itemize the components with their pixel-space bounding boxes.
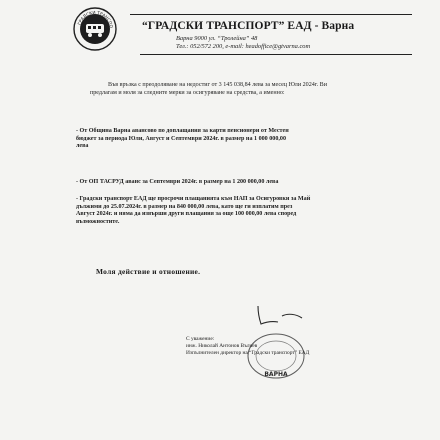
closing-line: Моля действие и отношение. [96,267,201,276]
intro-line-1: Във връзка с преодоляване на недостиг от 3 145 038,84 лева за месец Юли 2024г. Ви [108,82,327,88]
header-rule-top [130,14,412,15]
measure-3-line-2: дължими до 25.07.2024г. в размер на 840 000,00 лева, като ще ги изплатим през [76,203,293,210]
measure-1 [76,128,416,151]
intro-paragraph [90,82,416,97]
intro-line-2: предлагам и моля за следните мерки за осигуряване на средства, а именно: [90,89,285,96]
company-stamp [244,332,308,388]
signatory-name: инж. Николай Антонов Вълчев [186,343,258,349]
measure-3 [76,196,416,226]
measure-1-line-1: - От Община Варна авансово по доплащания за карти пенсионери от Местен [76,128,289,134]
header-rule-bottom [140,54,412,55]
company-contacts: Тел.: 052/572 200, e-mail: headoffice@gtvarna.com [176,43,311,50]
signature-label: С уважение: [186,336,215,342]
logo-text: ГРАДСКИ ТРАНСПО [76,9,115,29]
signature-scribble [252,300,312,330]
stamp-text: ВАРНА [264,371,288,378]
signatory-position: Изпълнителен директор на “Градски транспорт” ЕАД [186,350,310,356]
measure-1-line-3: лева [76,143,89,150]
company-address: Варна 9000 ул. “Тролейна” 48 [176,35,258,42]
measure-3-line-4: възможностите. [76,218,120,225]
measure-1-line-2: бюджет за периода Юли, Август и Септември 2024г. в размер на 1 000 000,00 [76,135,287,142]
measure-3-line-1: - Градски транспорт ЕАД ще просрочи плащанията към НАП за Осигуровки за Май [76,196,311,202]
company-name: “ГРАДСКИ ТРАНСПОРТ” ЕАД - Варна [142,20,355,32]
measure-3-line-3: Август 2024г. и няма да извърши други плащания за още 100 000,00 лева според [76,211,297,218]
company-logo [72,6,118,52]
measure-2: - От ОП ТАСРУД аванс за Септември 2024г. в размер на 1 200 000,00 лева [76,179,279,185]
